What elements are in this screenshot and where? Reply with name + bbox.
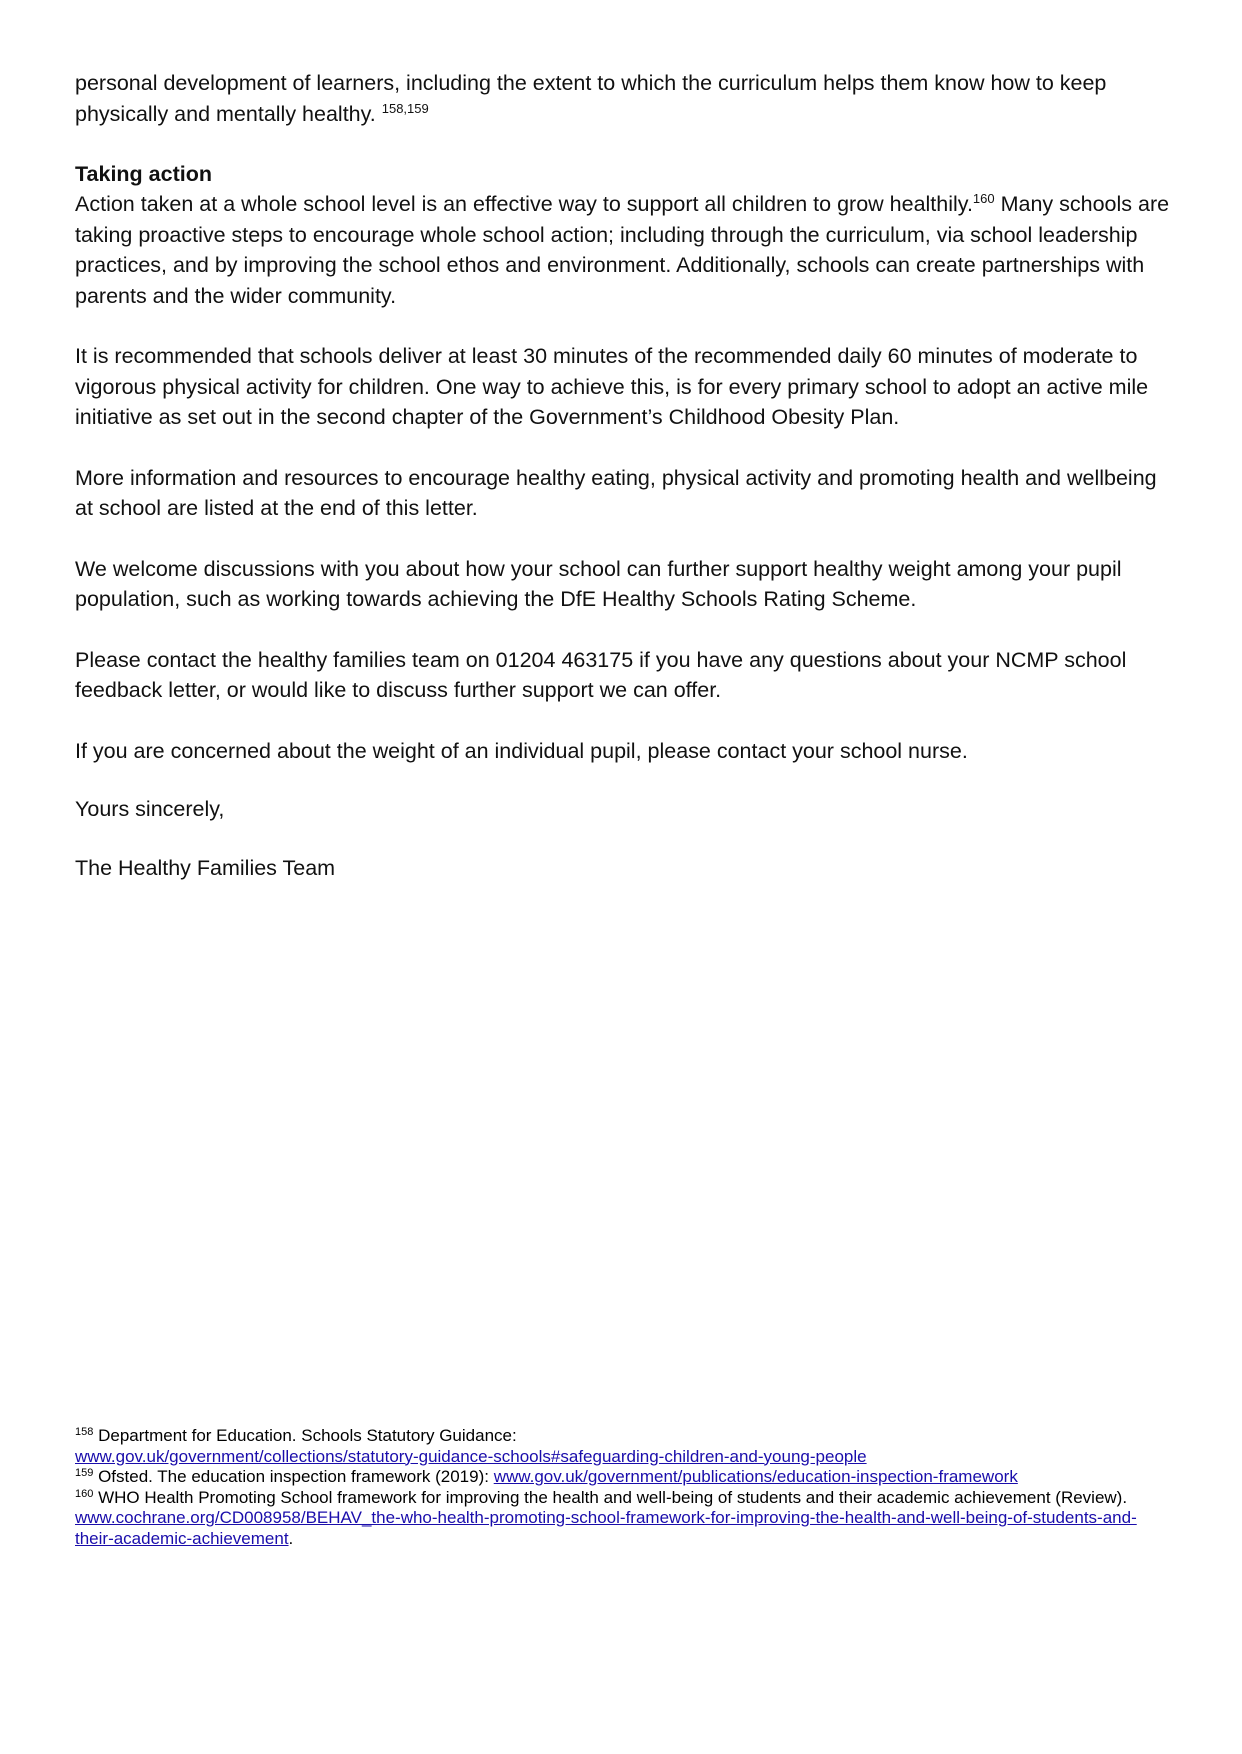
footnote-160-link[interactable]: www.cochrane.org/CD008958/BEHAV_the-who-health-promoting-school-framework-for-improving-the-health-and-well-being-of-students-and-their-academic-achievement bbox=[75, 1508, 1137, 1548]
footnote-160 bbox=[75, 1488, 1175, 1550]
footnote-160-number: 160 bbox=[75, 1487, 94, 1500]
footnote-158-number: 158 bbox=[75, 1426, 94, 1438]
resources-paragraph: More information and resources to encourage healthy eating, physical activity and promoting health and wellbeing at school are listed at the end of this letter. bbox=[75, 465, 1157, 520]
footnote-ref-158-159: 158,159 bbox=[381, 100, 429, 116]
footnote-159-number: 159 bbox=[75, 1467, 94, 1479]
intro-paragraph bbox=[75, 68, 1175, 129]
taking-action-text-2: Many schools are taking proactive steps to encourage whole school action; including through the curriculum, via school leadership practices, and by improving the school ethos and environment. Additionally, schools can create partnerships with parents and the wider community. bbox=[75, 192, 1170, 308]
taking-action-text-1: Action taken at a whole school level is an effective way to support all children to grow healthily. bbox=[75, 192, 973, 216]
closing: Yours sincerely, bbox=[75, 797, 225, 821]
footnote-158 bbox=[75, 1426, 1175, 1467]
footnote-158-link[interactable]: www.gov.uk/government/collections/statutory-guidance-schools#safeguarding-children-and-young-people bbox=[75, 1446, 867, 1466]
section-heading: Taking action bbox=[75, 162, 212, 186]
footnote-159-text: Ofsted. The education inspection framework (2019): bbox=[93, 1467, 494, 1486]
footnote-159-link[interactable]: www.gov.uk/government/publications/education-inspection-framework bbox=[493, 1467, 1018, 1486]
concern-paragraph: If you are concerned about the weight of an individual pupil, please contact your school nurse. bbox=[75, 738, 968, 763]
intro-text: personal development of learners, including the extent to which the curriculum helps them know how to keep physically and mentally healthy. bbox=[75, 71, 1107, 126]
taking-action-paragraph bbox=[75, 189, 1175, 311]
footnotes bbox=[75, 1426, 1175, 1549]
footnote-160-end: . bbox=[288, 1528, 294, 1548]
footnote-158-text: Department for Education. Schools Statutory Guidance: bbox=[93, 1426, 517, 1445]
physical-activity-paragraph: It is recommended that schools deliver at least 30 minutes of the recommended daily 60 minutes of moderate to vigorous physical activity for children. One way to achieve this, is for every primary school to adopt an active mile initiative as set out in the second chapter of the Government’s Childhood Obesity Plan. bbox=[75, 344, 1149, 429]
letter-body bbox=[75, 68, 1175, 913]
discussions-paragraph: We welcome discussions with you about how your school can further support healthy weight among your pupil population, such as working towards achieving the DfE Healthy Schools Rating Scheme. bbox=[75, 556, 1122, 611]
contact-paragraph: Please contact the healthy families team on 01204 463175 if you have any questions about your NCMP school feedback letter, or would like to discuss further support we can offer. bbox=[75, 647, 1127, 702]
footnote-160-text: WHO Health Promoting School framework for improving the health and well-being of students and their academic achievement (Review). bbox=[93, 1487, 1128, 1507]
footnote-159 bbox=[75, 1467, 1175, 1488]
footnote-ref-160: 160 bbox=[972, 191, 995, 206]
signature: The Healthy Families Team bbox=[75, 855, 336, 880]
